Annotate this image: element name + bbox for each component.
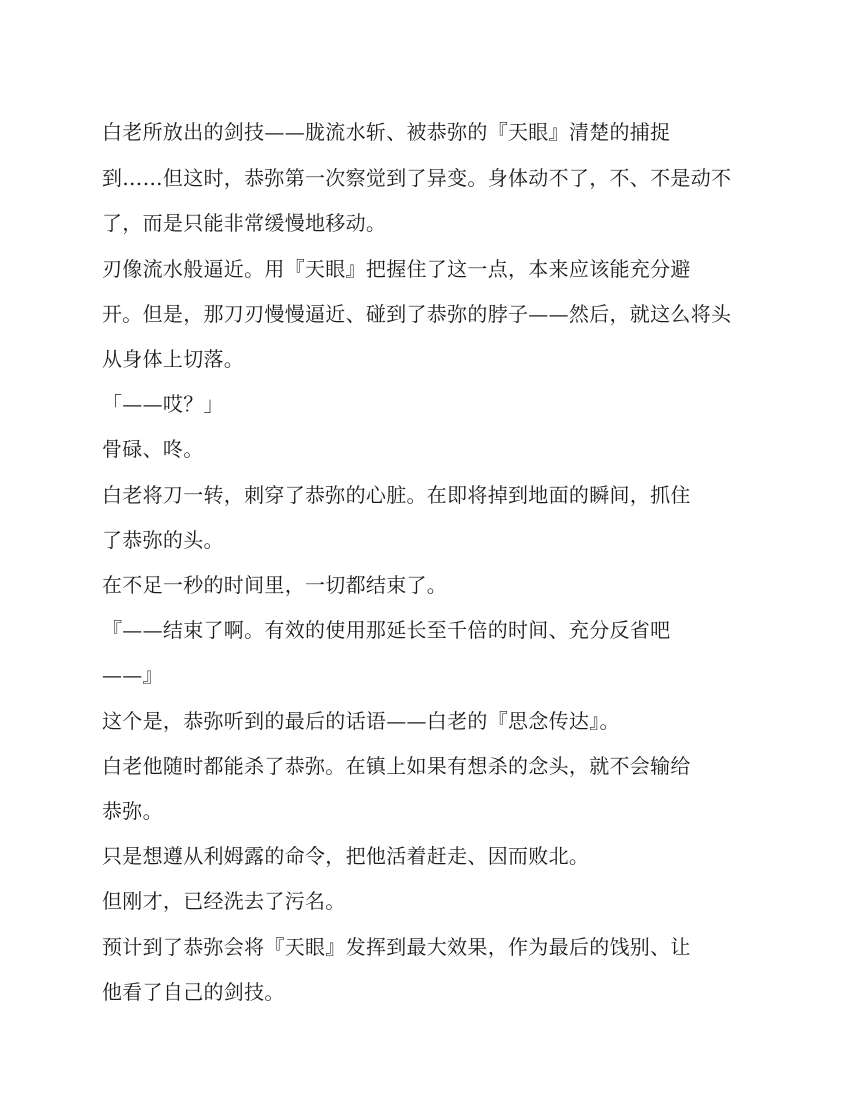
text-line: 恭弥。 (102, 799, 163, 823)
text-line: 这个是，恭弥听到的最后的话语——白老的『思念传达』。 (102, 709, 620, 733)
dialogue-line: 「——哎？」 (102, 392, 224, 416)
text-line: 在不足一秒的时间里，一切都结束了。 (102, 573, 448, 597)
text-line: 只是想遵从利姆露的命令，把他活着赶走、因而败北。 (102, 844, 590, 868)
text-line: 了，而是只能非常缓慢地移动。 (102, 211, 387, 235)
text-line: 白老他随时都能杀了恭弥。在镇上如果有想杀的念头，就不会输给 (102, 754, 691, 778)
text-line: 白老将刀一转，刺穿了恭弥的心脏。在即将掉到地面的瞬间，抓住 (102, 483, 691, 507)
text-line: 白老所放出的剑技——胧流水斩、被恭弥的『天眼』清楚的捕捉 (102, 120, 671, 144)
text-line: 预计到了恭弥会将『天眼』发挥到最大效果，作为最后的饯别、让 (102, 935, 691, 959)
text-line: 从身体上切落。 (102, 347, 245, 371)
text-line: 骨碌、咚。 (102, 437, 204, 461)
text-line: 了恭弥的头。 (102, 528, 224, 552)
dialogue-line: ——』 (102, 663, 163, 687)
dialogue-line: 『——结束了啊。有效的使用那延长至千倍的时间、充分反省吧 (102, 618, 671, 642)
text-line: 到……但这时，恭弥第一次察觉到了异变。身体动不了，不、不是动不 (102, 166, 732, 190)
text-line: 但刚才，已经洗去了污名。 (102, 889, 346, 913)
text-line: 刃像流水般逼近。用『天眼』把握住了这一点，本来应该能充分避 (102, 257, 691, 281)
text-line: 开。但是，那刀刃慢慢逼近、碰到了恭弥的脖子——然后，就这么将头 (102, 302, 732, 326)
text-line: 他看了自己的剑技。 (102, 980, 285, 1004)
